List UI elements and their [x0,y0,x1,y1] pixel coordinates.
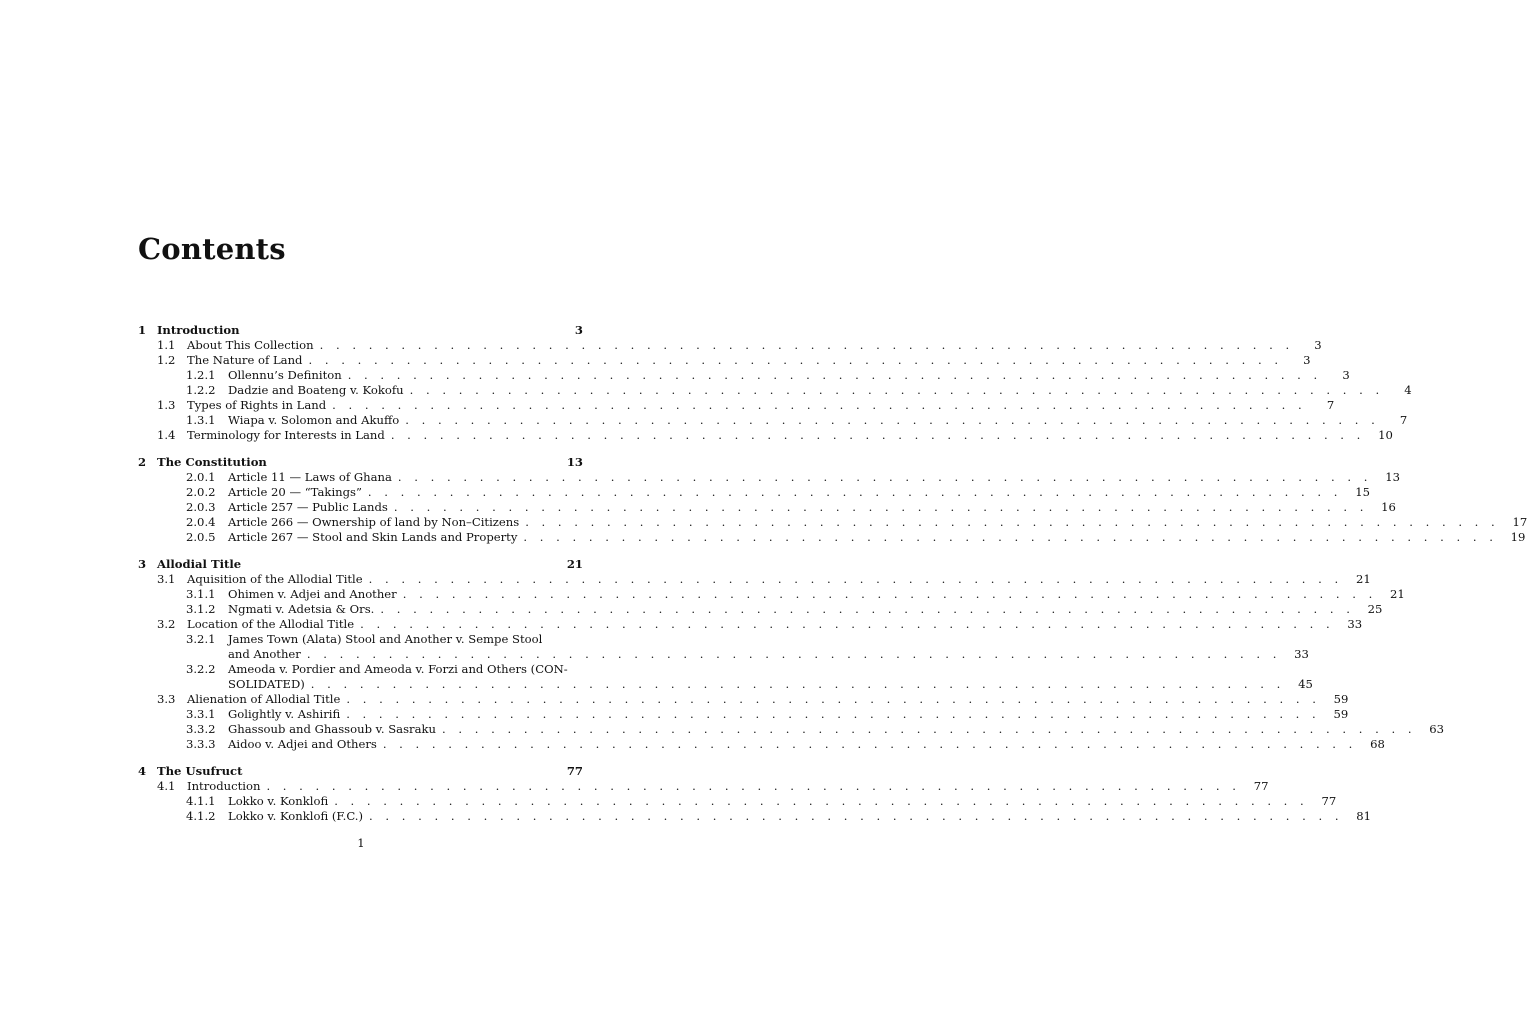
entry-number: 3.1.2 [186,602,216,616]
entry-body [228,632,1309,662]
toc-chapter [138,764,583,779]
entry-title: The Nature of Land [187,353,303,367]
entry-number: 4.1.1 [186,794,216,808]
dot-leader [397,587,1377,602]
entry-number: 3.3.3 [186,737,216,751]
dot-leader [363,572,1343,587]
toc-entry [138,722,1445,737]
dot-leader [385,428,1365,443]
entry-title: Location of the Allodial Title [187,617,355,631]
toc-chapter [138,557,583,572]
toc-entry [138,602,1383,617]
dot-leader [354,617,1334,632]
toc-entry [138,809,1372,824]
entry-number: 3.2.1 [186,632,216,646]
toc-entry [138,353,1311,368]
entry-title: Article 11 — Laws of Ghana [228,470,392,484]
entry-page: 59 [1333,692,1349,706]
entry-page: 77 [1253,779,1269,793]
entry-number: 3.2 [157,617,176,631]
dot-leader [517,530,1497,545]
dot-leader [326,398,1306,413]
entry-title: Article 257 — Public Lands [228,500,388,514]
entry-page: 21 [1355,572,1371,586]
entry-title: Alienation of Allodial Title [187,692,341,706]
toc-entry [138,485,1370,500]
dot-leader [377,737,1357,752]
dot-leader [399,413,1379,428]
entry-number: 1.1 [157,338,176,352]
dot-leader [404,383,1384,398]
entry-page: 33 [1347,617,1363,631]
dot-leader [436,722,1416,737]
toc-entry [138,779,1269,794]
toc-entry [138,617,1363,632]
chapter-page: 77 [566,764,583,778]
entry-page: 63 [1429,722,1445,736]
entry-title: James Town (Alata) Stool and Another v. Sempe Stool [228,632,543,646]
toc-entry [138,632,1309,662]
chapter-title: The Usufruct [157,764,243,778]
entry-title: Aquisition of the Allodial Title [187,572,363,586]
entry-title: Golightly v. Ashirifi [228,707,341,721]
entry-page: 3 [1314,338,1322,352]
chapter-number: 4 [138,764,147,778]
chapter-number: 3 [138,557,147,571]
entry-title: Lokko v. Konklofi (F.C.) [228,809,363,823]
entry-number: 2.0.2 [186,485,216,499]
entry-number: 1.2 [157,353,176,367]
toc-entry [138,383,1412,398]
entry-number: 3.3.1 [186,707,216,721]
entry-page: 59 [1333,707,1349,721]
entry-title: Article 266 — Ownership of land by Non–Citizens [228,515,520,529]
dot-leader [519,515,1499,530]
entry-number: 3.3 [157,692,176,706]
entry-title: Dadzie and Boateng v. Kokofu [228,383,404,397]
dot-leader [301,647,1281,662]
toc-chapter [138,323,583,338]
entry-body [228,662,1313,692]
entry-title-continuation [228,647,1309,662]
entry-page: 45 [1298,677,1313,691]
dot-leader [392,470,1372,485]
toc-entry [138,413,1408,428]
entry-page: 77 [1321,794,1337,808]
dot-leader [388,500,1368,515]
toc-entry [138,692,1349,707]
entry-title-cont: SOLIDATED) [228,677,305,691]
entry-page: 7 [1399,413,1408,427]
chapter-page: 13 [566,455,583,469]
entry-title: Ameoda v. Pordier and Ameoda v. Forzi and Others (CON- [228,662,568,676]
chapter-page: 3 [574,323,583,337]
table-of-contents [138,323,1527,824]
toc-entry [138,572,1371,587]
chapter-title: Introduction [157,323,240,337]
dot-leader [362,485,1342,500]
entry-page: 13 [1385,470,1400,484]
chapter-title: Allodial Title [157,557,242,571]
entry-title: Ohimen v. Adjei and Another [228,587,397,601]
entry-title: Ghassoub and Ghassoub v. Sasraku [228,722,436,736]
entry-page: 7 [1326,398,1335,412]
entry-title: Ngmati v. Adetsia & Ors. [228,602,375,616]
entry-title-continuation [228,677,1313,692]
entry-number: 1.4 [157,428,176,442]
entry-number: 3.1 [157,572,176,586]
entry-number: 3.1.1 [186,587,216,601]
chapter-page: 21 [566,557,583,571]
entry-page: 4 [1404,383,1412,397]
dot-leader [340,707,1320,722]
dot-leader [340,692,1320,707]
toc-entry [138,398,1335,413]
entry-number: 3.2.2 [186,662,216,676]
entry-page: 19 [1510,530,1526,544]
page-title: Contents [138,232,286,266]
chapter-number: 1 [138,323,147,337]
entry-title: Terminology for Interests in Land [187,428,385,442]
entry-title: Article 20 — “Takings” [228,485,362,499]
entry-title: Introduction [187,779,261,793]
entry-page: 33 [1294,647,1309,661]
entry-number: 2.0.4 [186,515,216,529]
entry-title: Ollennu’s Definiton [228,368,342,382]
toc-entry [138,515,1527,530]
dot-leader [302,353,1282,368]
entry-title: Types of Rights in Land [187,398,327,412]
entry-number: 2.0.3 [186,500,216,514]
dot-leader [363,809,1343,824]
dot-leader [328,794,1308,809]
entry-page: 15 [1355,485,1370,499]
dot-leader [314,338,1294,353]
toc-entry [138,500,1396,515]
entry-number: 2.0.1 [186,470,216,484]
entry-page: 16 [1381,500,1396,514]
entry-number: 1.2.1 [186,368,216,382]
dot-leader [342,368,1322,383]
toc-chapter [138,455,583,470]
entry-title: About This Collection [187,338,314,352]
entry-number: 2.0.5 [186,530,216,544]
chapter-number: 2 [138,455,147,469]
entry-title: Lokko v. Konklofi [228,794,329,808]
entry-page: 17 [1512,515,1527,529]
toc-entry [138,707,1349,722]
entry-number: 1.3.1 [186,413,216,427]
toc-entry [138,737,1385,752]
toc-entry [138,530,1526,545]
entry-page: 21 [1390,587,1405,601]
entry-number: 1.2.2 [186,383,216,397]
toc-entry [138,428,1393,443]
entry-title: Wiapa v. Solomon and Akuffo [228,413,400,427]
dot-leader [305,677,1285,692]
toc-entry [138,794,1337,809]
chapter-title: The Constitution [157,455,267,469]
entry-number: 3.3.2 [186,722,216,736]
toc-entry [138,662,1313,692]
dot-leader [260,779,1240,794]
entry-title: Article 267 — Stool and Skin Lands and Property [228,530,518,544]
entry-number: 4.1 [157,779,176,793]
toc-entry [138,368,1350,383]
page-number: 1 [357,836,365,850]
toc-entry [138,470,1400,485]
entry-page: 3 [1303,353,1311,367]
entry-title-cont: and Another [228,647,301,661]
entry-number: 4.1.2 [186,809,216,823]
entry-page: 68 [1370,737,1385,751]
entry-title: Aidoo v. Adjei and Others [228,737,377,751]
entry-page: 10 [1378,428,1393,442]
entry-number: 1.3 [157,398,176,412]
dot-leader [374,602,1354,617]
toc-entry [138,587,1405,602]
toc-entry [138,338,1322,353]
entry-page: 81 [1356,809,1372,823]
entry-page: 25 [1367,602,1383,616]
entry-page: 3 [1342,368,1350,382]
